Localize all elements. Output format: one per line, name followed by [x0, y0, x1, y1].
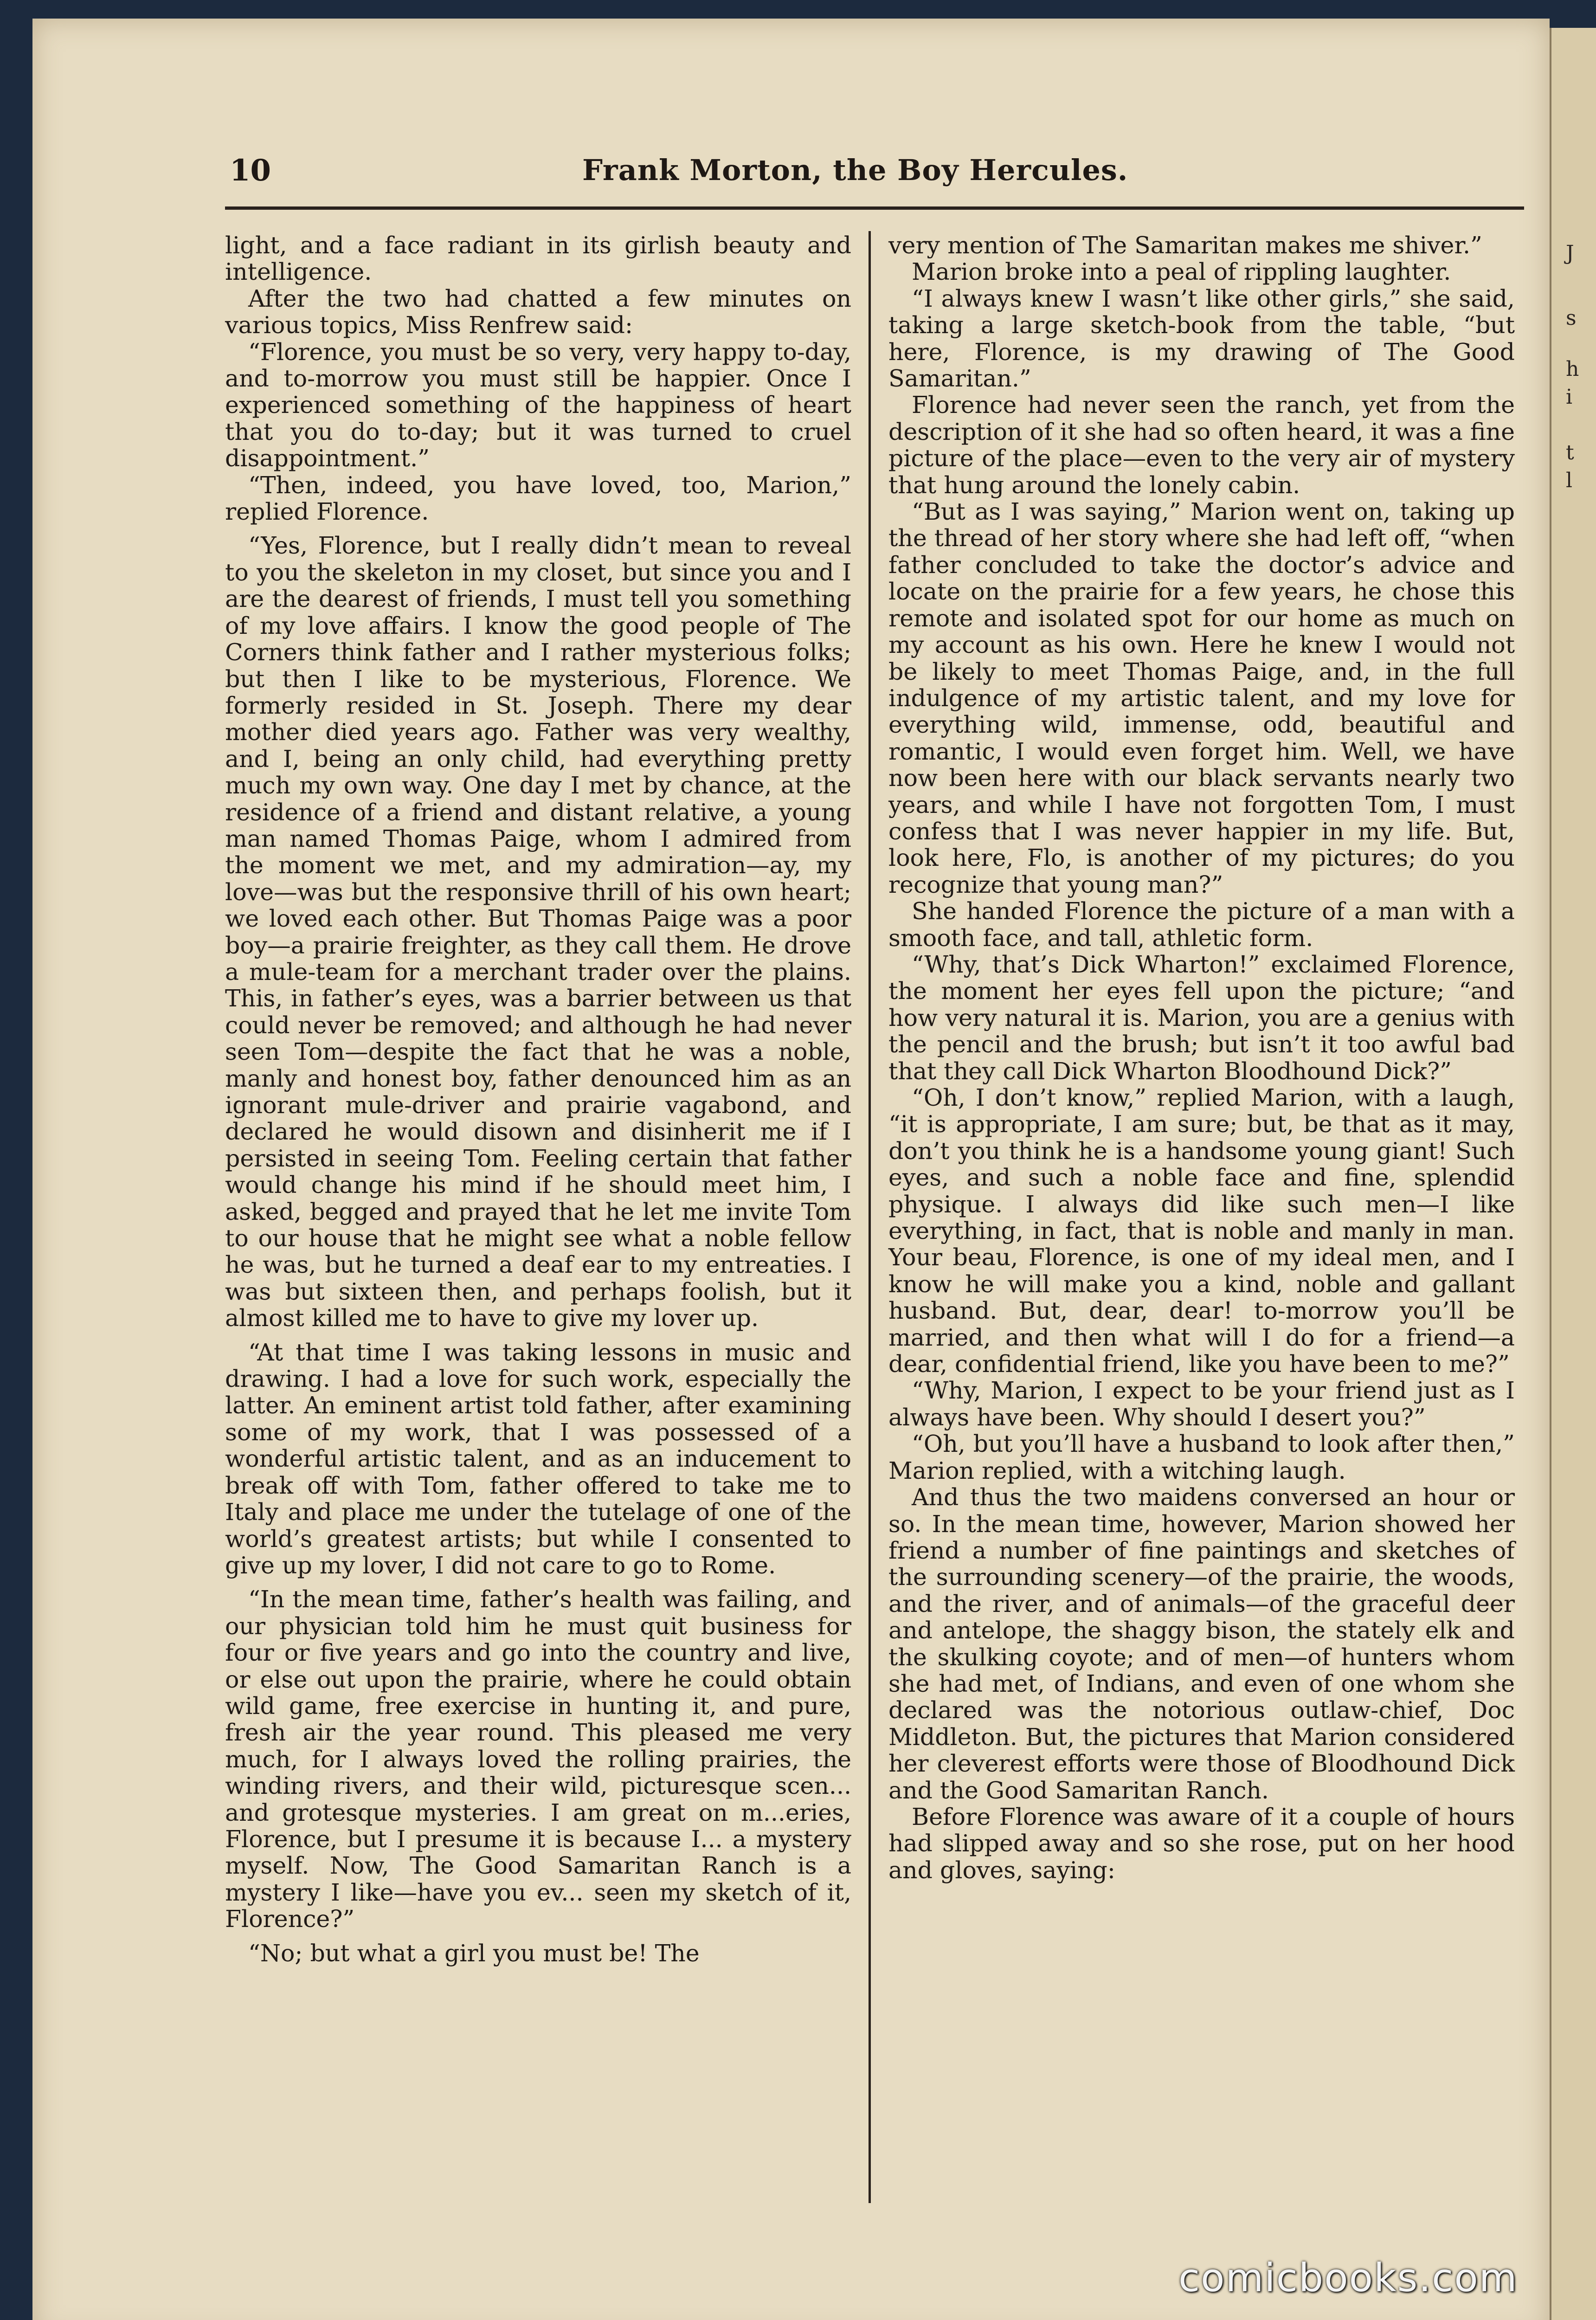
paragraph: “No; but what a girl you must be! The — [248, 1939, 700, 1967]
paragraph: “Why, Marion, I expect to be your friend just as I always have been. Why should I desert you?” — [888, 1377, 1515, 1431]
left-column — [225, 232, 851, 1966]
page-number: 10 — [230, 153, 271, 188]
running-head: Frank Morton, the Boy Hercules. — [582, 153, 1128, 187]
paragraph: Before Florence was aware of it a couple of hours had slipped away and so she rose, put on her hood and gloves, saying: — [888, 1803, 1515, 1884]
edge-fragment: t — [1566, 441, 1574, 464]
edge-fragment: J — [1566, 241, 1574, 265]
paragraph: light, and a face radiant in its girlish beauty and intelligence. — [225, 232, 851, 286]
paragraph: “I always knew I wasn’t like other girls,” she said, taking a large sketch-book from the table, “but here, Florence, is my drawing of The Good Samaritan.” — [888, 284, 1515, 393]
edge-fragment: i — [1566, 385, 1573, 409]
paragraph: “Oh, but you’ll have a husband to look after then,” Marion replied, with a witching laugh. — [888, 1430, 1515, 1484]
paragraph: Florence had never seen the ranch, yet from the description of it she had so often heard, it was a fine picture of the place—even to the very air of mystery that hung around the lonely cabin. — [888, 391, 1515, 499]
paragraph: After the two had chatted a few minutes on various topics, Miss Renfrew said: — [225, 284, 851, 339]
paragraph: “In the mean time, father’s health was failing, and our physician told him he must quit business for four or five years and go into the country and live, or else out upon the prairie, where he could obtain wild game, free exercise in hunting it, and pure, fresh air the year round. This pleased me very much, for I always loved the rolling prairies, the winding rivers, and their wild, picturesque scen... and grotesque mysteries. I am great on m...eries, Florence, but I presume it is because I... a mystery myself. Now, The Good Samaritan Ranch is a mystery I like—have you ev... seen my sketch of it, Florence?” — [225, 1585, 851, 1933]
column-rule — [869, 231, 871, 2203]
paragraph: “Oh, I don’t know,” replied Marion, with a laugh, “it is appropriate, I am sure; but, be that as it may, don’t you think he is a handsome young giant! Such eyes, and such a noble face and fine, splendid physique. I always did like such men—I like everything, in fact, that is noble and manly in man. Your beau, Florence, is one of my ideal men, and I know he will make you a kind, noble and gallant husband. But, dear, dear! to-morrow you’ll be married, and then what will I do for a friend—a dear, confidential friend, like you have been to me?” — [888, 1084, 1515, 1378]
paragraph: “Why, that’s Dick Wharton!” exclaimed Florence, the moment her eyes fell upon the picture; “and how very natural it is. Marion, you are a genius with the pencil and the brush; but isn’t it too awful bad that they call Dick Wharton Bloodhound Dick?” — [888, 950, 1515, 1085]
paragraph: “Yes, Florence, but I really didn’t mean to reveal to you the skeleton in my closet, but since you and I are the dearest of friends, I must tell you something of my love affairs. I know the good people of The Corners think father and I rather mysterious folks; but then I like to be mysterious, Florence. We formerly resided in St. Joseph. There my dear mother died years ago. Father was very wealthy, and I, being an only child, had everything pretty much my own way. One day I met by chance, at the residence of a friend and distant relative, a young man named Thomas Paige, whom I admired from the moment we met, and my admiration—ay, my love—was but the responsive thrill of his own heart; we loved each other. But Thomas Paige was a poor boy—a prairie freighter, as they call them. He drove a mule-team for a merchant trader over the plains. This, in father’s eyes, was a barrier between us that could never be removed; and although he had never seen Tom—despite the fact that he was a noble, manly and honest boy, father denounced him as an ignorant mule-driver and prairie vagabond, and declared he would disown and disinherit me if I persisted in seeing Tom. Feeling certain that father would change his mind if he should meet him, I asked, begged and prayed that he let me invite Tom to our house that he might see what a noble fellow he was, but he turned a deaf ear to my entreaties. I was but sixteen then, and perhaps foolish, but it almost killed me to have to give my lover up. — [225, 532, 851, 1332]
right-column — [888, 232, 1515, 1883]
watermark: comicbooks.com — [1178, 2255, 1518, 2301]
paragraph: “But as I was saying,” Marion went on, taking up the thread of her story where she had left off, “when father concluded to take the doctor’s advice and locate on the prairie for a few years, he chose this remote and isolated spot for our home as much on my account as his own. Here he knew I would not be likely to meet Thomas Paige, and, in the full indulgence of my artistic talent, and my love for everything wild, immense, odd, beautiful and romantic, I would even forget him. Well, we have now been here with our black servants nearly two years, and while I have not forgotten Tom, I must confess that I was never happier in my life. But, look here, Flo, is another of my pictures; do you recognize that young man?” — [888, 498, 1515, 898]
paragraph: “At that time I was taking lessons in music and drawing. I had a love for such work, especially the latter. An eminent artist told father, after examining some of my work, that I was possessed of a wonderful artistic talent, and as an inducement to break off with Tom, father offered to take me to Italy and place me under the tutelage of one of the world’s greatest artists; but while I consented to give up my lover, I did not care to go to Rome. — [225, 1338, 851, 1579]
edge-fragment: l — [1566, 469, 1573, 492]
edge-fragment: h — [1566, 357, 1579, 381]
paragraph: And thus the two maidens conversed an hour or so. In the mean time, however, Marion showed her friend a number of fine paintings and sketches of the surrounding scenery—of the prairie, the woods, and the river, and of animals—of the graceful deer and antelope, the shaggy bison, the stately elk and the skulking coyote; and of men—of hunters whom she had met, of Indians, and even of one whom she declared was the notorious outlaw-chief, Doc Middleton. But, the pictures that Marion considered her cleverest efforts were those of Bloodhound Dick and the Good Samaritan Ranch. — [888, 1483, 1515, 1804]
paragraph: “Florence, you must be so very, very happy to-day, and to-morrow you must still be happier. Once I experienced something of the happiness of heart that you do to-day; but it was turned to cruel disappointment.” — [225, 338, 851, 472]
header-rule — [225, 206, 1524, 210]
paragraph: Marion broke into a peal of rippling laughter. — [912, 258, 1451, 286]
edge-fragment: s — [1566, 306, 1577, 330]
paragraph: “Then, indeed, you have loved, too, Marion,” replied Florence. — [225, 471, 851, 526]
paragraph: She handed Florence the picture of a man with a smooth face, and tall, athletic form. — [888, 897, 1515, 952]
paragraph: very mention of The Samaritan makes me shiver.” — [888, 232, 1482, 259]
page-header — [230, 153, 1524, 200]
